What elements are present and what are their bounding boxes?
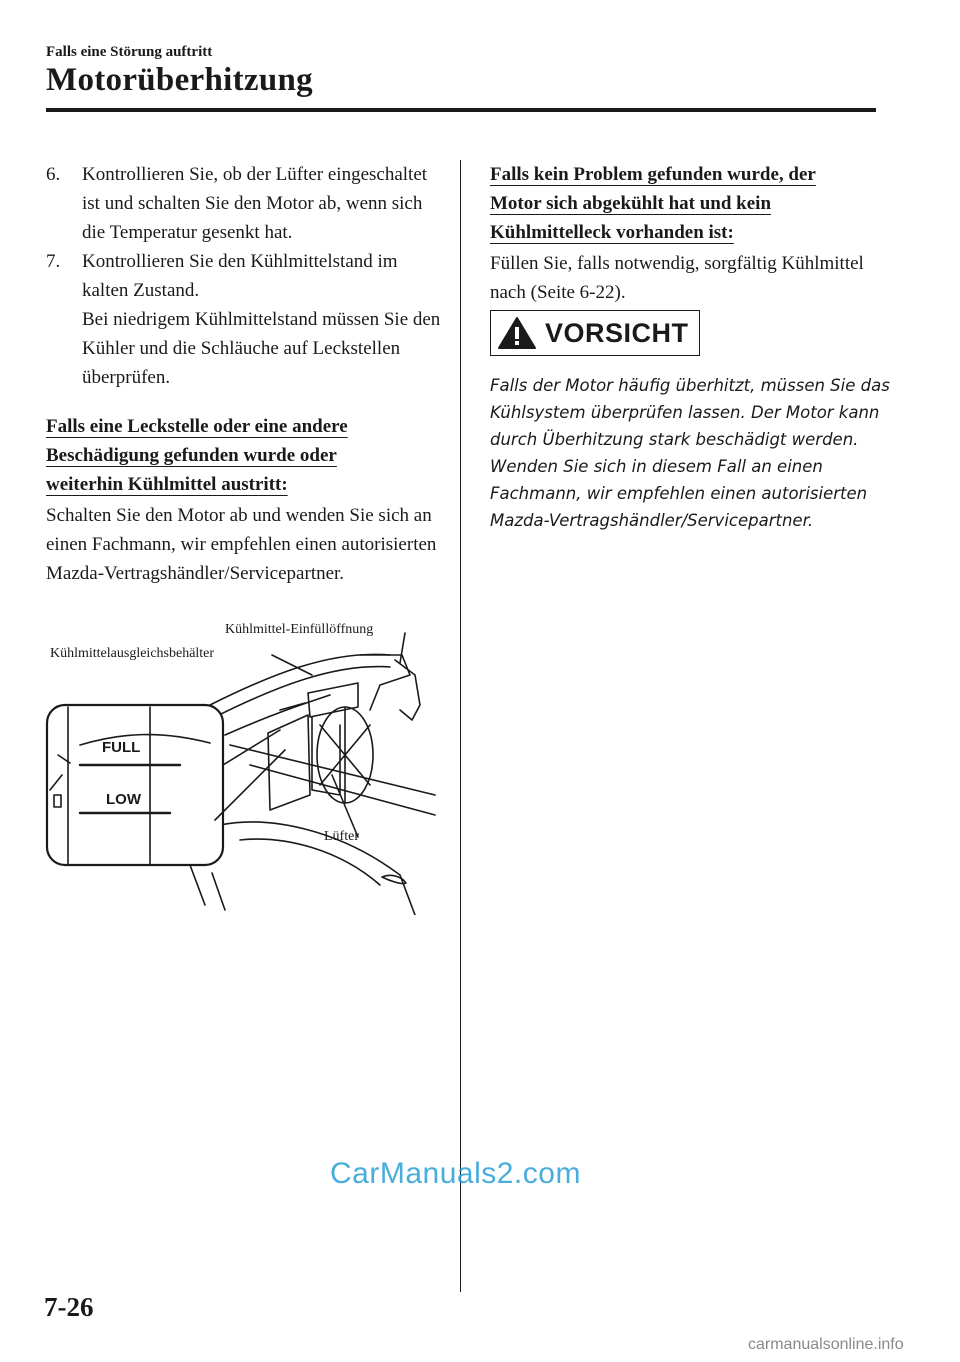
step-text — [82, 247, 446, 392]
header-rule — [46, 108, 876, 112]
label-low: LOW — [106, 791, 141, 808]
step-7-extra: Bei niedrigem Kühlmittelstand müssen Sie den Kühler und die Schläuche auf Leckstellen überprüfen. — [82, 309, 441, 388]
heading-line: Beschädigung gefunden wurde oder — [46, 445, 337, 466]
right-column — [490, 160, 890, 307]
no-problem-heading — [490, 160, 890, 247]
page-number: 7-26 — [44, 1292, 94, 1322]
label-filler-opening: Kühlmittel-Einfüllöffnung — [225, 622, 374, 637]
heading-line: Falls kein Problem gefunden wurde, der — [490, 164, 816, 185]
heading-line: Motor sich abgekühlt hat und kein — [490, 193, 772, 214]
column-divider — [460, 160, 461, 1292]
leak-heading — [46, 412, 446, 499]
left-column — [46, 160, 446, 588]
label-fan: Lüfter — [324, 829, 359, 844]
step-6 — [46, 160, 446, 247]
heading-line: Falls eine Leckstelle oder eine andere — [46, 416, 348, 437]
warning-triangle-icon — [497, 316, 537, 350]
step-text: Kontrollieren Sie, ob der Lüfter eingeschaltet ist und schalten Sie den Motor ab, wenn sich die Temperatur gesenkt hat. — [82, 164, 428, 243]
label-reservoir: Kühlmittelausgleichsbehälter — [50, 646, 215, 661]
step-number: 6. — [46, 164, 61, 185]
page-title: Motorüberhitzung — [46, 62, 313, 98]
no-problem-body: Füllen Sie, falls notwendig, sorgfältig Kühlmittel nach (Seite 6-22). — [490, 253, 864, 303]
caution-title: VORSICHT — [545, 317, 689, 348]
engine-bay-illustration — [40, 615, 440, 915]
step-number: 7. — [46, 251, 61, 272]
watermark: CarManuals2.com — [330, 1157, 581, 1190]
step-7 — [46, 247, 446, 392]
heading-line: Kühlmittelleck vorhanden ist: — [490, 222, 734, 243]
inset-box — [47, 705, 223, 865]
caution-text: Falls der Motor häufig überhitzt, müssen Sie das Kühlsystem überprüfen lassen. Der Motor kann durch Überhitzung stark beschädigt werden. Wenden Sie sich in diesem Fall an einen Fachmann, wir empfehlen einen autorisierten Mazda-Vertragshändler/Servicepartner. — [490, 376, 890, 530]
leak-body: Schalten Sie den Motor ab und wenden Sie sich an einen Fachmann, wir empfehlen einen autorisierten Mazda-Vertragshändler/Servicepartner. — [46, 505, 437, 584]
section-label: Falls eine Störung auftritt — [46, 44, 213, 60]
hood-line — [210, 654, 390, 705]
step-7-text: Kontrollieren Sie den Kühlmittelstand im kalten Zustand. — [82, 251, 398, 301]
footer-site: carmanualsonline.info — [748, 1336, 904, 1353]
hood-line-2 — [215, 667, 390, 717]
caution-box — [490, 310, 700, 356]
heading-line: weiterhin Kühlmittel austritt: — [46, 474, 288, 495]
label-full: FULL — [102, 739, 141, 756]
